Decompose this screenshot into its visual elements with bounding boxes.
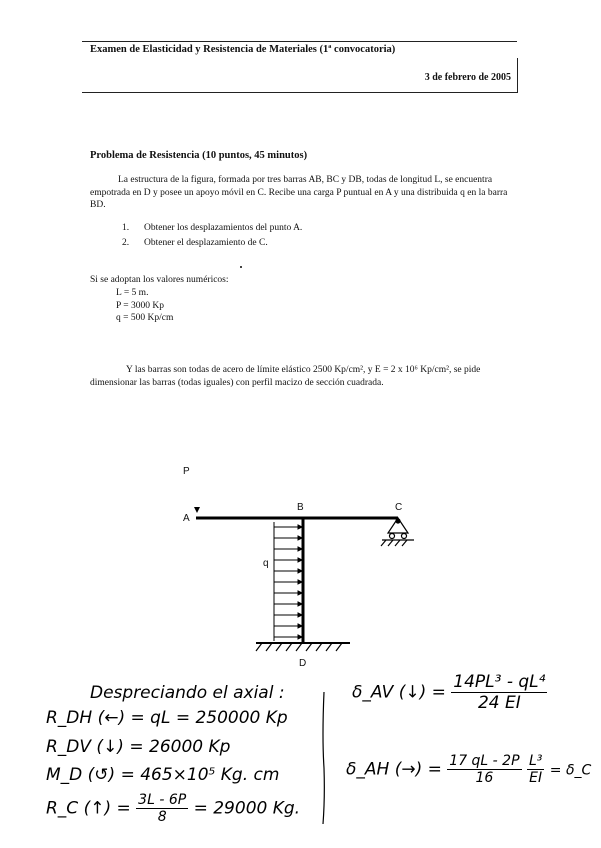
equation-lhs: δ_AV (↓) = bbox=[352, 682, 446, 703]
distributed-load bbox=[274, 522, 302, 641]
list-item bbox=[122, 237, 302, 250]
label-a: A bbox=[183, 513, 190, 524]
problem-statement-text: La estructura de la figura, formada por tres barras AB, BC y DB, todas de longitud L, se encuentra empotrada en D y posee un apoyo móvil en C. Recibe una carga P puntual en A y una distribuida q en la barra BD. bbox=[90, 175, 508, 210]
task-text: Obtener los desplazamientos del punto A. bbox=[144, 223, 303, 233]
equation-lhs: δ_AH (→) = bbox=[346, 759, 442, 780]
roller-support-c bbox=[381, 518, 414, 546]
handwritten-equation bbox=[46, 737, 230, 757]
handwritten-equation bbox=[46, 765, 279, 785]
equation-lhs: R_C (↑) bbox=[46, 798, 112, 819]
problem-statement bbox=[90, 174, 522, 212]
equation-tail: = δ_C bbox=[549, 762, 592, 779]
equation-rhs: = 26000 Kp bbox=[129, 737, 231, 757]
equation-lhs: R_DH (←) bbox=[46, 708, 126, 728]
label-c: C bbox=[395, 502, 403, 513]
exam-title: Examen de Elasticidad y Resistencia de Materiales (1ª convocatoria) bbox=[90, 44, 396, 55]
handwritten-heading: Despreciando el axial : bbox=[90, 683, 285, 703]
header-top-rule bbox=[82, 41, 517, 42]
equation-lhs: M_D (↺) bbox=[46, 765, 116, 785]
handwritten-equation bbox=[46, 708, 288, 728]
equation-lhs: R_DV (↓) bbox=[46, 737, 124, 757]
label-q: q bbox=[263, 558, 269, 569]
fixed-support-d bbox=[256, 643, 350, 651]
list-item bbox=[122, 222, 302, 235]
values-list bbox=[116, 287, 173, 325]
list-item: L = 5 m. bbox=[116, 288, 149, 298]
exam-date: 3 de febrero de 2005 bbox=[424, 72, 511, 83]
task-number: 1. bbox=[122, 223, 130, 233]
closing-paragraph bbox=[90, 364, 522, 389]
structure-figure bbox=[170, 455, 430, 680]
label-b: B bbox=[297, 502, 304, 513]
handwritten-equation bbox=[352, 672, 547, 713]
handwritten-equation bbox=[346, 753, 591, 786]
values-intro: Si se adoptan los valores numéricos: bbox=[90, 275, 229, 285]
task-text: Obtener el desplazamiento de C. bbox=[144, 237, 268, 248]
equation-rhs: = 465×10⁵ Kg. cm bbox=[120, 765, 280, 785]
problem-title: Problema de Resistencia (10 puntos, 45 minutos) bbox=[90, 150, 308, 161]
handwritten-equation: R_C (↑) = $\frac{3L - 6P}{8}$ = 29000 Kg. bbox=[46, 792, 301, 825]
list-item: P = 3000 Kp bbox=[116, 300, 165, 311]
stray-mark bbox=[240, 266, 242, 268]
label-d: D bbox=[299, 658, 307, 669]
equation-rhs: = qL = 250000 Kp bbox=[130, 708, 288, 728]
point-load-arrow bbox=[194, 507, 200, 513]
handwritten-divider bbox=[318, 688, 330, 828]
fraction: $\frac{\text{L³}}{EI}$ bbox=[528, 753, 543, 786]
label-p: P bbox=[183, 466, 190, 477]
fraction: $\frac{\text{14PL³ - qL⁴}}{24 EI}$ bbox=[453, 672, 546, 713]
equation-rhs: = 29000 Kg. bbox=[193, 798, 301, 819]
task-number: 2. bbox=[122, 237, 130, 248]
task-list bbox=[122, 222, 302, 251]
closing-text: Y las barras son todas de acero de límite elástico 2500 Kp/cm², y E = 2 x 10⁶ Kp/cm², se pide dimensionar las barras (todas iguales) con perfil macizo de sección cuadrada. bbox=[90, 365, 481, 388]
fraction: $\frac{3L - 6P}{8}$ bbox=[138, 792, 187, 825]
list-item: q = 500 Kp/cm bbox=[116, 313, 174, 323]
fraction: $\frac{17 qL - 2P}{16}$ bbox=[449, 753, 520, 786]
